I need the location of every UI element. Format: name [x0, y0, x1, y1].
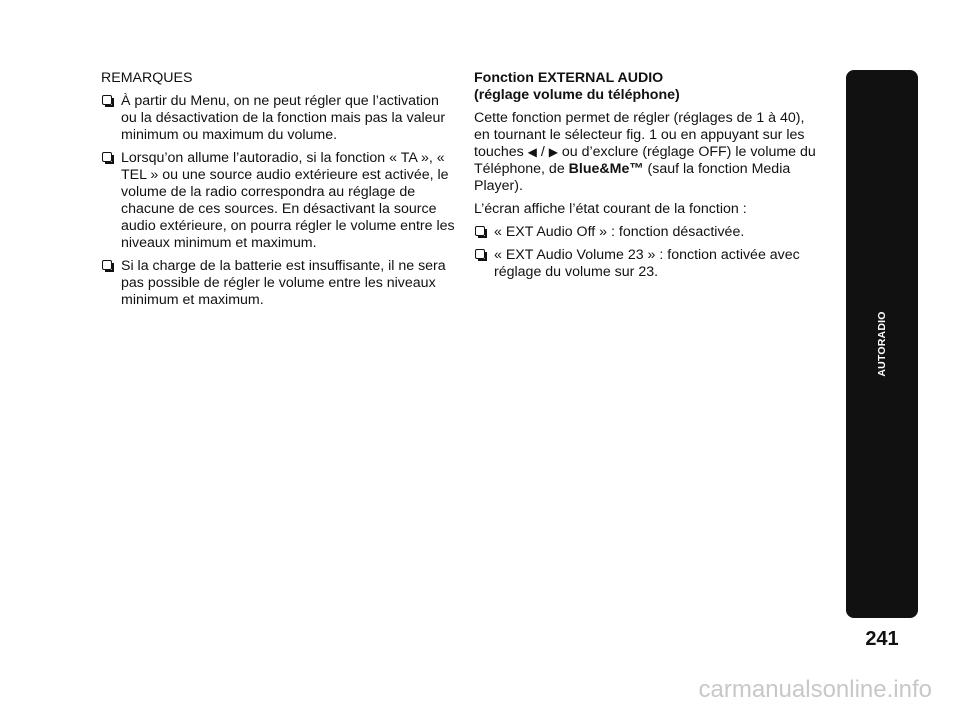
description-text: ou d’exclure (réglage OFF) le volume du Téléphone, de: [474, 144, 816, 177]
list-item: [101, 258, 456, 309]
checkbox-bullet-icon: [475, 249, 485, 259]
checkbox-bullet-icon: [102, 95, 112, 105]
right-column: [474, 70, 819, 287]
list-item-text: À partir du Menu, on ne peut régler que l’activation ou la désactivation de la fonction mais pas la valeur minimum ou maximum du volume.: [121, 93, 446, 143]
list-item: [474, 224, 819, 241]
checkbox-bullet-icon: [475, 226, 485, 236]
status-intro: L’écran affiche l’état courant de la fonction :: [474, 201, 747, 217]
heading-prefix: Fonction: [474, 70, 538, 86]
heading-subtitle: (réglage volume du téléphone): [474, 87, 680, 103]
heading-function-name: EXTERNAL AUDIO: [537, 70, 664, 86]
left-column: [101, 70, 456, 315]
arrow-left-icon: ◀: [527, 145, 537, 159]
list-item-text: « EXT Audio Off » : fonction désactivée.: [494, 224, 745, 240]
section-tab: [846, 70, 918, 618]
remarks-heading: REMARQUES: [101, 70, 193, 86]
list-item: [101, 93, 456, 144]
list-item-text: Lorsqu’on allume l’autoradio, si la fonction « TA », « TEL » ou une source audio extérieure est activée, le volume de la radio correspondra au réglage de chacune de ces sources. En désactivant la source audio extérieure, on pourra régler le volume entre les niveaux minimum et maximum.: [121, 150, 455, 251]
description-text: (sauf la fonction Media Player).: [474, 161, 791, 194]
page-number: 241: [865, 628, 899, 650]
checkbox-bullet-icon: [102, 260, 112, 270]
list-item: [474, 247, 819, 281]
arrow-right-icon: ▶: [548, 145, 558, 159]
section-tab-label: AUTORADIO: [876, 311, 888, 377]
checkbox-bullet-icon: [102, 152, 112, 162]
section-heading: [474, 70, 819, 104]
list-item: [101, 150, 456, 252]
watermark: carmanualsonline.info: [698, 676, 932, 703]
list-item-text: Si la charge de la batterie est insuffisante, il ne sera pas possible de régler le volume entre les niveaux minimum et maximum.: [121, 258, 446, 308]
description-text: Cette fonction permet de régler (réglages de 1 à 40), en tournant le sélecteur fig. 1 ou en appuyant sur les touches: [474, 110, 805, 160]
list-item-text: « EXT Audio Volume 23 » : fonction activée avec réglage du volume sur 23.: [494, 247, 800, 280]
arrow-separator: /: [536, 144, 549, 160]
brand-name: Blue&Me™: [568, 161, 644, 177]
description-paragraph: [474, 110, 819, 195]
